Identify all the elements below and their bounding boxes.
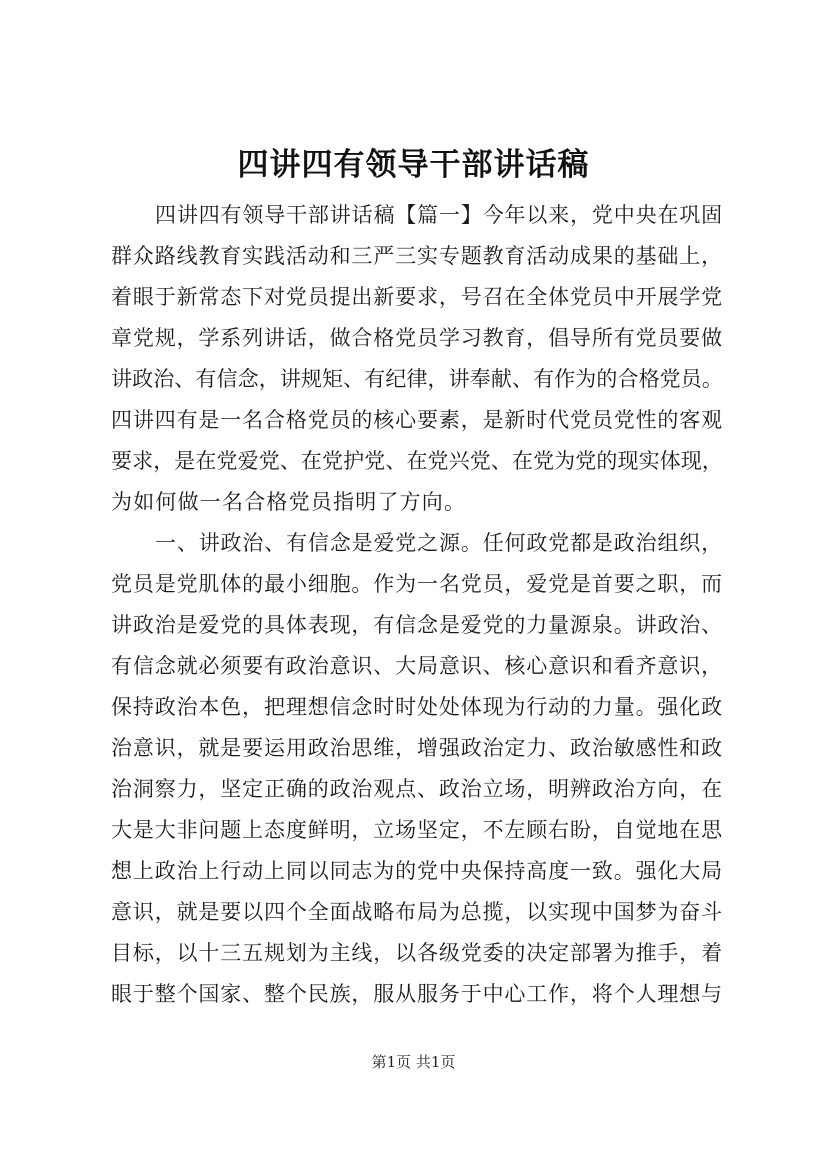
text-line: 意识，就是要以四个全面战略布局为总揽，以实现中国梦为奋斗 <box>111 900 723 924</box>
text-line: 治意识，就是要运用政治思维，增强政治定力、政治敏感性和政 <box>111 736 723 760</box>
text-line: 四讲四有是一名合格党员的核心要素，是新时代党员党性的客观 <box>111 408 723 432</box>
text-line: 保持政治本色，把理想信念时时处处体现为行动的力量。强化政 <box>111 695 723 719</box>
text-line: 目标，以十三五规划为主线，以各级党委的决定部署为推手，着 <box>111 941 723 965</box>
document-title: 四讲四有领导干部讲话稿 <box>237 147 590 183</box>
text-line: 着眼于新常态下对党员提出新要求，号召在全体党员中开展学党 <box>111 285 723 309</box>
text-line: 章党规，学系列讲话，做合格党员学习教育，倡导所有党员要做 <box>111 326 723 350</box>
page-footer: 第1页 共1页 <box>371 1053 456 1071</box>
text-line: 党员是党肌体的最小细胞。作为一名党员，爱党是首要之职，而 <box>111 572 723 596</box>
text-line: 眼于整个国家、整个民族，服从服务于中心工作，将个人理想与 <box>111 982 723 1006</box>
text-line: 一、讲政治、有信念是爱党之源。任何政党都是政治组织， <box>155 531 723 555</box>
text-line: 四讲四有领导干部讲话稿【篇一】今年以来，党中央在巩固 <box>155 203 723 227</box>
text-line: 讲政治、有信念，讲规矩、有纪律，讲奉献、有作为的合格党员。 <box>111 367 723 391</box>
text-line: 大是大非问题上态度鲜明，立场坚定，不左顾右盼，自觉地在思 <box>111 818 723 842</box>
text-line: 要求，是在党爱党、在党护党、在党兴党、在党为党的现实体现， <box>111 449 723 473</box>
text-line: 有信念就必须要有政治意识、大局意识、核心意识和看齐意识， <box>111 654 723 678</box>
text-line: 想上政治上行动上同以同志为的党中央保持高度一致。强化大局 <box>111 859 723 883</box>
text-line: 群众路线教育实践活动和三严三实专题教育活动成果的基础上， <box>111 244 723 268</box>
document-body <box>111 195 723 1015</box>
paragraph-2 <box>111 523 723 1015</box>
text-line: 为如何做一名合格党员指明了方向。 <box>111 490 467 514</box>
paragraph-1 <box>111 195 723 523</box>
text-line: 讲政治是爱党的具体表现，有信念是爱党的力量源泉。讲政治、 <box>111 613 723 637</box>
text-line: 治洞察力，坚定正确的政治观点、政治立场，明辨政治方向，在 <box>111 777 723 801</box>
